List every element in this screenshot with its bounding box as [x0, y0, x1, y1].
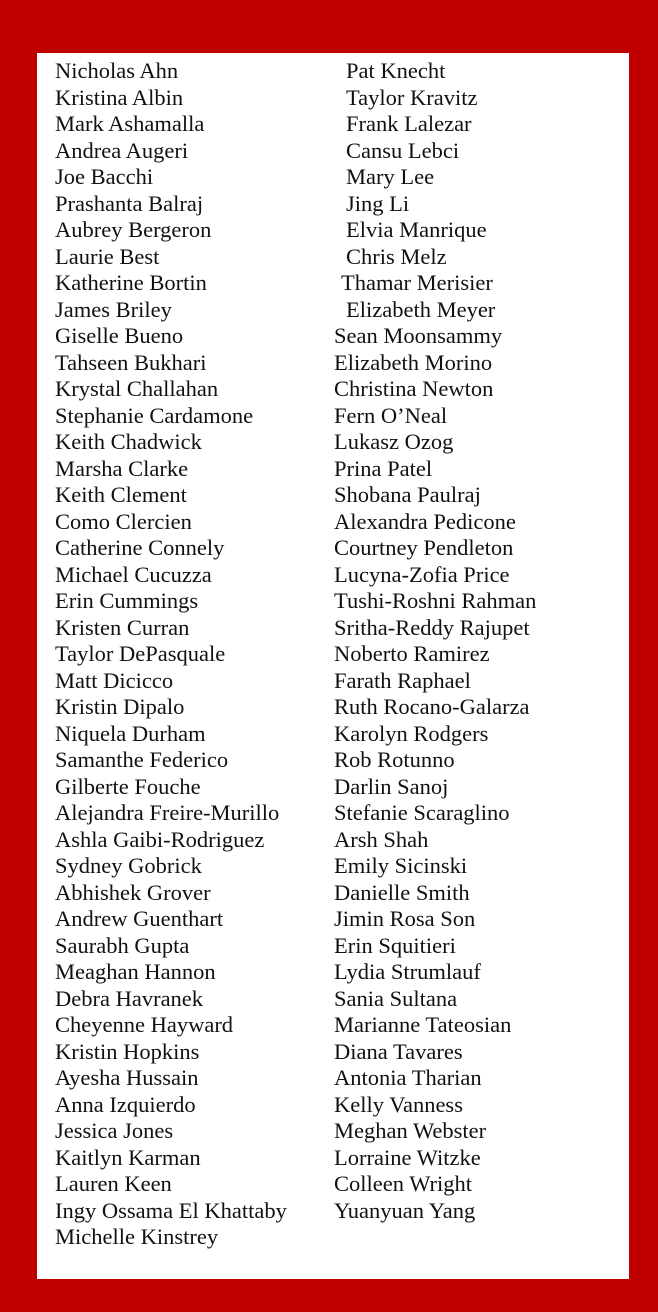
name-entry: Aubrey Bergeron	[55, 217, 212, 242]
name-entry: Samanthe Federico	[55, 747, 229, 772]
name-entry: Kristin Hopkins	[55, 1038, 200, 1064]
name-entry: Prashanta Balraj	[55, 190, 204, 216]
name-column-right	[334, 58, 536, 1224]
name-entry: Taylor DePasquale	[55, 641, 226, 666]
name-entry: Niquela Durham	[55, 720, 206, 746]
name-entry: Mark Ashamalla	[55, 111, 205, 136]
name-entry: Kristina Albin	[55, 84, 184, 110]
name-entry: Taylor Kravitz	[346, 84, 478, 110]
name-entry: Antonia Tharian	[334, 1065, 482, 1090]
name-entry: Catherine Connely	[55, 535, 225, 560]
name-entry: Sritha-Reddy Rajupet	[334, 614, 530, 640]
name-entry: Rob Rotunno	[334, 747, 455, 772]
name-entry: Elizabeth Morino	[334, 349, 493, 375]
name-entry: Lukasz Ozog	[334, 429, 454, 454]
name-entry: Kelly Vanness	[334, 1091, 463, 1117]
name-entry: Meaghan Hannon	[55, 959, 216, 984]
name-entry: Sydney Gobrick	[55, 853, 202, 878]
name-entry: Erin Squitieri	[334, 932, 456, 958]
name-entry: Frank Lalezar	[346, 111, 472, 136]
name-entry: Shobana Paulraj	[334, 482, 481, 507]
name-entry: Karolyn Rodgers	[334, 720, 489, 746]
name-entry: Laurie Best	[55, 243, 160, 269]
name-entry: Marsha Clarke	[55, 455, 189, 481]
name-entry: Joe Bacchi	[55, 164, 154, 189]
name-entry: Chris Melz	[346, 243, 447, 269]
name-entry: Arsh Shah	[334, 826, 429, 852]
name-entry: Diana Tavares	[334, 1038, 463, 1064]
name-entry: Sean Moonsammy	[334, 323, 503, 348]
name-entry: Lucyna-Zofia Price	[334, 561, 510, 587]
name-entry: Gilberte Fouche	[55, 773, 201, 799]
name-entry: Marianne Tateosian	[334, 1012, 512, 1037]
name-entry: Saurabh Gupta	[55, 932, 190, 958]
name-entry: Michael Cucuzza	[55, 561, 212, 587]
name-entry: Jessica Jones	[55, 1118, 174, 1143]
name-entry: Fern O’Neal	[334, 402, 448, 428]
name-entry: Ayesha Hussain	[55, 1065, 199, 1090]
name-entry: Matt Dicicco	[55, 667, 174, 693]
name-entry: Yuanyuan Yang	[334, 1197, 476, 1223]
name-entry: Alejandra Freire-Murillo	[55, 800, 280, 825]
name-entry: Kristin Dipalo	[55, 694, 185, 719]
name-entry: Christina Newton	[334, 376, 494, 401]
name-entry: Lydia Strumlauf	[334, 959, 481, 984]
name-entry: Stephanie Cardamone	[55, 402, 254, 428]
name-entry: Meghan Webster	[334, 1118, 487, 1143]
name-entry: Andrea Augeri	[55, 137, 189, 163]
name-entry: Emily Sicinski	[334, 853, 468, 878]
name-entry: Noberto Ramirez	[334, 641, 490, 666]
name-entry: Tushi-Roshni Rahman	[334, 588, 537, 613]
name-entry: Como Clercien	[55, 508, 192, 534]
name-entry: Sania Sultana	[334, 985, 458, 1011]
name-entry: Lorraine Witzke	[334, 1144, 481, 1170]
name-entry: Ashla Gaibi-Rodriguez	[55, 826, 265, 852]
name-entry: Jing Li	[346, 190, 410, 216]
name-entry: Anna Izquierdo	[55, 1091, 196, 1117]
name-entry: Erin Cummings	[55, 588, 199, 613]
name-entry: James Briley	[55, 296, 172, 322]
name-entry: Prina Patel	[334, 455, 433, 481]
name-entry: Kaitlyn Karman	[55, 1144, 201, 1170]
name-entry: Cansu Lebci	[346, 137, 460, 163]
name-entry: Farath Raphael	[334, 667, 471, 693]
name-entry: Darlin Sanoj	[334, 773, 449, 799]
name-entry: Danielle Smith	[334, 879, 470, 905]
name-entry: Tahseen Bukhari	[55, 349, 207, 375]
name-entry: Giselle Bueno	[55, 323, 184, 348]
name-entry: Abhishek Grover	[55, 879, 211, 905]
name-list-panel	[37, 53, 629, 1279]
name-entry: Colleen Wright	[334, 1171, 473, 1196]
name-entry: Andrew Guenthart	[55, 906, 224, 931]
name-entry: Krystal Challahan	[55, 376, 219, 401]
name-entry: Keith Clement	[55, 482, 187, 507]
name-entry: Thamar Merisier	[341, 270, 493, 295]
name-entry: Nicholas Ahn	[55, 58, 179, 83]
name-entry: Ingy Ossama El Khattaby	[55, 1197, 287, 1223]
name-entry: Stefanie Scaraglino	[334, 800, 510, 825]
name-entry: Elvia Manrique	[346, 217, 487, 242]
name-entry: Michelle Kinstrey	[55, 1224, 219, 1249]
name-column-left	[55, 58, 287, 1251]
name-entry: Cheyenne Hayward	[55, 1012, 234, 1037]
name-entry: Katherine Bortin	[55, 270, 207, 295]
name-entry: Debra Havranek	[55, 985, 204, 1011]
name-entry: Jimin Rosa Son	[334, 906, 476, 931]
name-entry: Mary Lee	[346, 164, 435, 189]
name-entry: Courtney Pendleton	[334, 535, 514, 560]
name-entry: Kristen Curran	[55, 614, 190, 640]
name-entry: Keith Chadwick	[55, 429, 202, 454]
name-entry: Alexandra Pedicone	[334, 508, 516, 534]
name-entry: Pat Knecht	[346, 58, 446, 83]
name-entry: Ruth Rocano-Galarza	[334, 694, 530, 719]
name-entry: Elizabeth Meyer	[346, 296, 496, 322]
name-entry: Lauren Keen	[55, 1171, 172, 1196]
